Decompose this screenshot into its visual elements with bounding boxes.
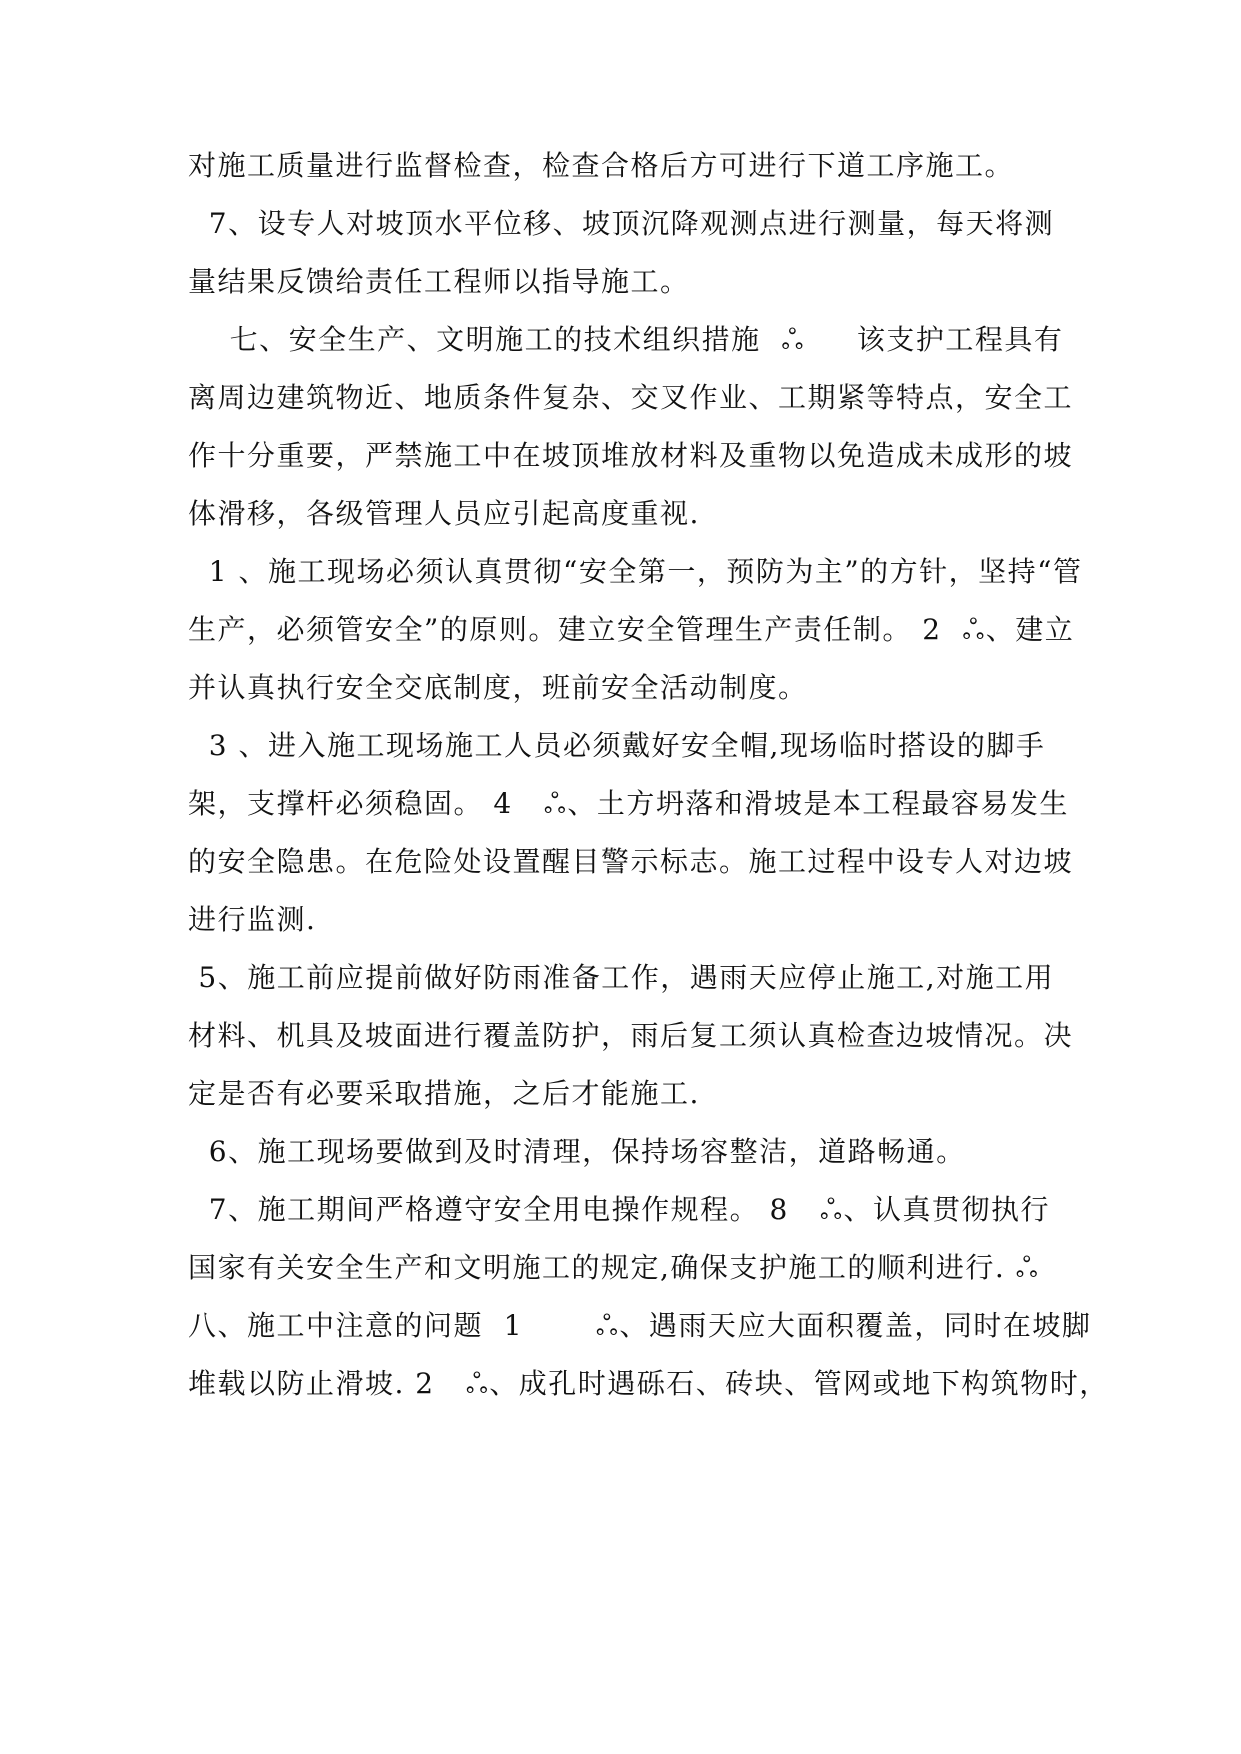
text-line: 体滑移，各级管理人员应引起高度重视.	[188, 497, 700, 530]
text-line: 的安全隐患。在危险处设置醒目警示标志。施工过程中设专人对边坡	[188, 845, 1074, 878]
text-line: 架，支撑杆必须稳固。 4 ஃ、土方坍落和滑坡是本工程最容易发生	[188, 787, 1069, 820]
text-line: 对施工质量进行监督检查，检查合格后方可进行下道工序施工。	[188, 149, 1015, 182]
text-line: 3 、进入施工现场施工人员必须戴好安全帽,现场临时搭设的脚手	[188, 729, 1046, 762]
text-line: 生产，必须管安全”的原则。建立安全管理生产责任制。 2 ஃ、建立	[188, 613, 1075, 646]
text-line: 堆载以防止滑坡. 2 ஃ、成孔时遇砾石、砖块、管网或地下构筑物时，	[188, 1367, 1109, 1400]
text-line: 1 、施工现场必须认真贯彻“安全第一，预防为主”的方针，坚持“管	[188, 555, 1083, 588]
text-line: 6、施工现场要做到及时清理，保持场容整洁，道路畅通。	[188, 1135, 966, 1168]
text-line: 并认真执行安全交底制度，班前安全活动制度。	[188, 671, 808, 704]
text-line: 定是否有必要采取措施，之后才能施工.	[188, 1077, 700, 1110]
text-line: 材料、机具及坡面进行覆盖防护，雨后复工须认真检查边坡情况。决	[188, 1019, 1074, 1052]
text-line: 离周边建筑物近、地质条件复杂、交叉作业、工期紧等特点，安全工	[188, 381, 1074, 414]
text-line: 国家有关安全生产和文明施工的规定,确保支护施工的顺利进行. ஃ	[188, 1251, 1040, 1284]
text-line: 5、施工前应提前做好防雨准备工作，遇雨天应停止施工,对施工用	[188, 961, 1055, 994]
section-heading-line: 七、安全生产、文明施工的技术组织措施 ஃ 该支护工程具有	[188, 323, 1064, 356]
text-line: 进行监测.	[188, 903, 317, 936]
section-heading-line: 八、施工中注意的问题 1 ஃ、遇雨天应大面积覆盖，同时在坡脚	[188, 1309, 1092, 1342]
text-line: 作十分重要，严禁施工中在坡顶堆放材料及重物以免造成未成形的坡	[188, 439, 1074, 472]
text-line: 量结果反馈给责任工程师以指导施工。	[188, 265, 690, 298]
text-line: 7、施工期间严格遵守安全用电操作规程。 8 ஃ、认真贯彻执行	[188, 1193, 1050, 1226]
text-line: 7、设专人对坡顶水平位移、坡顶沉降观测点进行测量，每天将测	[188, 207, 1055, 240]
